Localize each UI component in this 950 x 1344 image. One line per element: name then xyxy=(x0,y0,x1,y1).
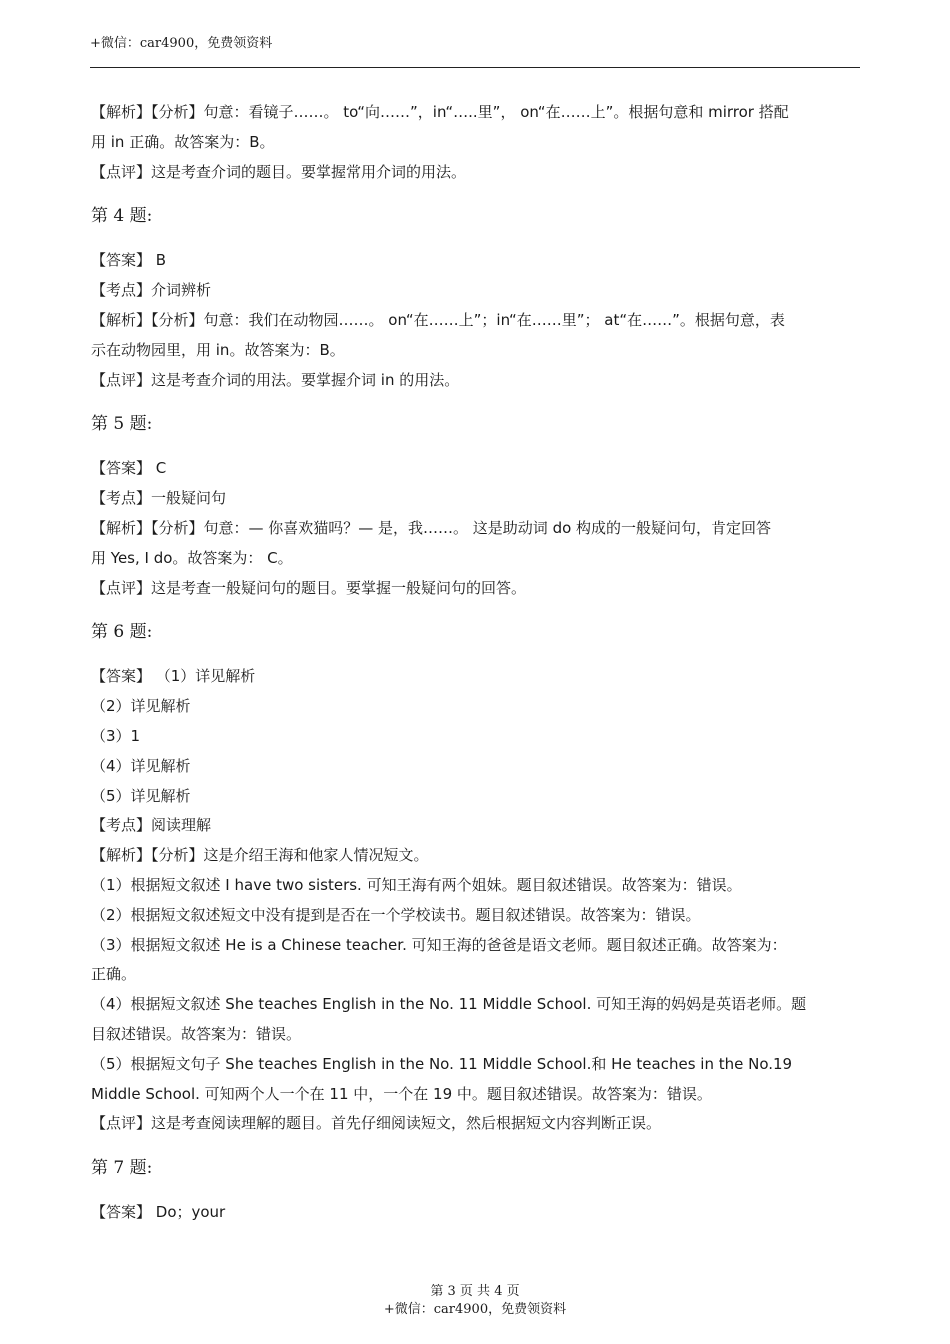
text-line: （3）根据短文叙述 He is a Chinese teacher. 可知王海的爸爸是语文老师。题目叙述正确。故答案为： xyxy=(91,935,787,954)
text-line: 正确。 xyxy=(91,965,137,984)
text-line: 示在动物园里，用 in。故答案为：B。 xyxy=(91,340,345,359)
text-line: 【解析】【分析】句意：— 你喜欢猫吗？— 是，我……。 这是助动词 do 构成的一般疑问句，肯定回答 xyxy=(91,518,772,537)
text-line: 【点评】这是考查介词的用法。要掌握介词 in 的用法。 xyxy=(91,370,460,389)
text-line: （4）根据短文叙述 She teaches English in the No. 11 Middle School. 可知王海的妈妈是英语老师。题 xyxy=(91,995,807,1014)
text-line: 【解析】【分析】句意：我们在动物园……。 on“在……上”；in“在……里”； at“在……”。根据句意，表 xyxy=(91,310,785,329)
text-line: （5）根据短文句子 She teaches English in the No. 11 Middle School.和 He teaches in the No.19 xyxy=(91,1054,793,1073)
text-line: 【答案】 （1）详见解析 xyxy=(91,667,256,686)
question-title: 第 6 题: xyxy=(91,622,153,643)
text-line: 【考点】阅读理解 xyxy=(91,816,212,835)
text-line: （1）根据短文叙述 I have two sisters. 可知王海有两个姐妹。题目叙述错误。故答案为：错误。 xyxy=(91,875,742,894)
text-line: 用 in 正确。故答案为：B。 xyxy=(91,132,275,151)
text-line: （2）根据短文叙述短文中没有提到是否在一个学校读书。题目叙述错误。故答案为：错误。 xyxy=(91,905,701,924)
text-line: 用 Yes, I do。故答案为： C。 xyxy=(91,548,293,567)
text-line: 【解析】【分析】句意：看镜子……。 to“向……”，in“…..里”， on“在……上”。根据句意和 mirror 搭配 xyxy=(91,103,789,121)
text-line: （4）详见解析 xyxy=(91,756,191,775)
text-line: 【解析】【分析】这是介绍王海和他家人情况短文。 xyxy=(91,846,429,865)
page-number: 第 3 页 共 4 页 xyxy=(430,1284,520,1299)
text-line: 目叙述错误。故答案为：错误。 xyxy=(91,1024,302,1043)
text-line: （3）1 xyxy=(91,726,141,745)
document-body xyxy=(91,98,861,1228)
question-title: 第 5 题: xyxy=(91,414,153,435)
text-line: 【点评】这是考查介词的题目。要掌握常用介词的用法。 xyxy=(91,162,467,181)
text-line: 【考点】介词辨析 xyxy=(91,281,212,300)
text-line: 【点评】这是考查一般疑问句的题目。要掌握一般疑问句的回答。 xyxy=(91,578,527,597)
header-divider xyxy=(90,67,860,68)
text-line: 【点评】这是考查阅读理解的题目。首先仔细阅读短文，然后根据短文内容判断正误。 xyxy=(91,1114,662,1133)
text-line: Middle School. 可知两个人一个在 11 中，一个在 19 中。题目叙述错误。故答案为：错误。 xyxy=(91,1084,712,1103)
text-line: （2）详见解析 xyxy=(91,697,191,716)
text-line: （5）详见解析 xyxy=(91,786,191,805)
question-title: 第 7 题: xyxy=(91,1158,153,1179)
text-line: 【答案】 B xyxy=(91,251,167,270)
footer-text: +微信：car4900，免费领资料 xyxy=(383,1302,567,1317)
header-text: +微信：car4900，免费领资料 xyxy=(90,36,273,51)
text-line: 【答案】 Do；your xyxy=(91,1203,226,1222)
question-title: 第 4 题: xyxy=(91,206,153,227)
text-line: 【考点】一般疑问句 xyxy=(91,489,227,508)
text-line: 【答案】 C xyxy=(91,459,167,478)
